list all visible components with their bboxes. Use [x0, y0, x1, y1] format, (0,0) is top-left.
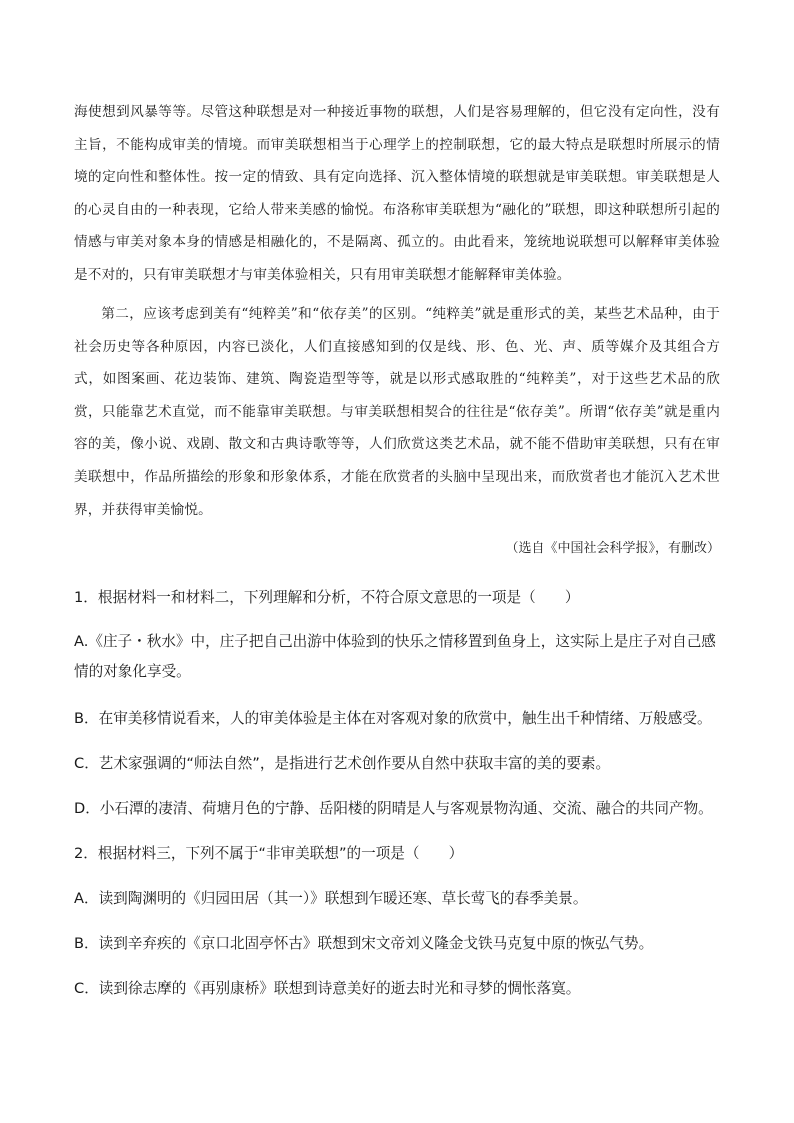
question-1-stem: 1．根据材料一和材料二，下列理解和分析，不符合原文意思的一项是（ ）: [74, 589, 580, 606]
passage-paragraph-2: 第二，应该考虑到美有“纯粹美”和“依存美”的区别。“纯粹美”就是重形式的美，某些艺术品种，由于社会历史等各种原因，内容已淡化，人们直接感知到的仅是线、形、色、光、声、质等媒介及其组合方式，如图案画、花边装饰、建筑、陶瓷造型等等，就是以形式感取胜的“纯粹美”，对于这些艺术品的欣赏，只能靠艺术直觉，而不能靠审美联想。与审美联想相契合的往往是“依存美”。所谓“依存美”就是重内容的美，像小说、戏剧、散文和古典诗歌等等，人们欣赏这类艺术品，就不能不借助审美联想，只有在审美联想中，作品所描绘的形象和形象体系，才能在欣赏者的头脑中呈现出来，而欣赏者也才能沉入艺术世界，并获得审美愉悦。: [74, 306, 720, 518]
question-2-option-b: B．读到辛弃疾的《京口北固亭怀古》联想到宋文帝刘义隆金戈铁马克复中原的恢弘气势。: [74, 935, 654, 952]
question-2-option-c: C．读到徐志摩的《再别康桥》联想到诗意美好的逝去时光和寻梦的惆怅落寞。: [74, 980, 581, 997]
question-2-stem: 2．根据材料三，下列不属于“非审美联想”的一项是（ ）: [74, 845, 464, 862]
question-2-option-a: A．读到陶渊明的《归园田居（其一）》联想到乍暖还寒、草长莺飞的春季美景。: [74, 890, 588, 907]
question-1-option-c: C．艺术家强调的“师法自然”，是指进行艺术创作要从自然中获取丰富的美的要素。: [74, 755, 611, 772]
question-1-option-a: A.《庄子・秋水》中，庄子把自己出游中体验到的快乐之情移置到鱼身上，这实际上是庄子对自己感情的对象化享受。: [74, 633, 716, 680]
passage-source: （选自《中国社会科学报》，有删改）: [505, 541, 720, 556]
passage-paragraph-1: 海使想到风暴等等。尽管这种联想是对一种接近事物的联想，人们是容易理解的，但它没有定向性，没有主旨，不能构成审美的情境。而审美联想相当于心理学上的控制联想，它的最大特点是联想时所展示的情境的定向性和整体性。按一定的情致、具有定向选择、沉入整体情境的联想就是审美联想。审美联想是人的心灵自由的一种表现，它给人带来美感的愉悦。布洛称审美联想为“融化的”联想，即这种联想所引起的情感与审美对象本身的情感是相融化的，不是隔离、孤立的。由此看来，笼统地说联想可以解释审美体验是不对的，只有审美联想才与审美体验相关，只有用审美联想才能解释审美体验。: [74, 104, 720, 283]
question-1-option-b: B．在审美移情说看来，人的审美体验是主体在对客观对象的欣赏中，触生出千种情绪、万般感受。: [74, 710, 712, 727]
question-1-option-d: D．小石潭的凄清、荷塘月色的宁静、岳阳楼的阴晴是人与客观景物沟通、交流、融合的共同产物。: [74, 800, 713, 817]
